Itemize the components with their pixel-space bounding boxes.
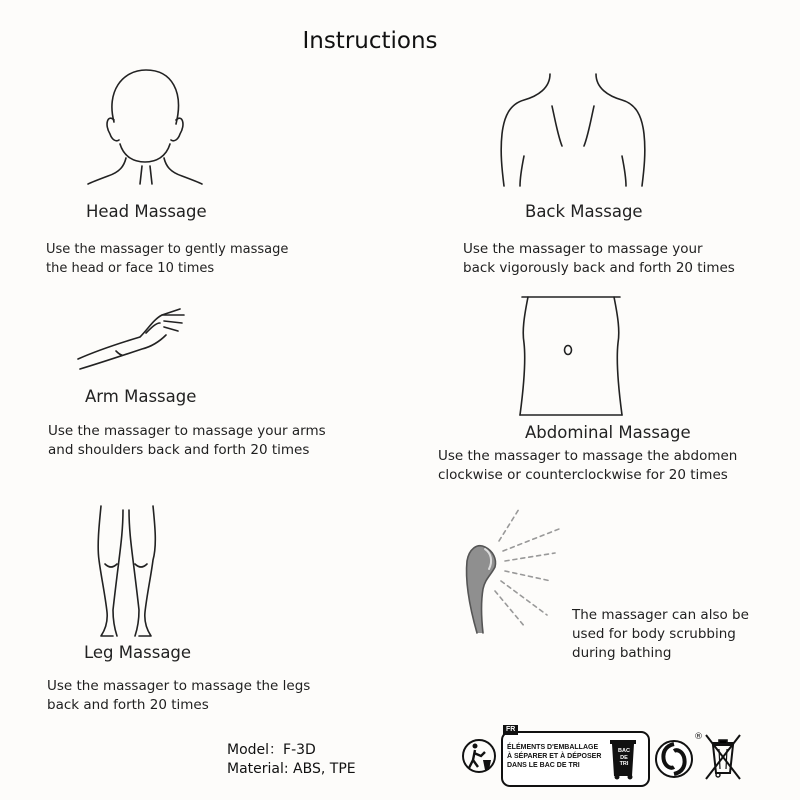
legs-illustration xyxy=(95,504,157,640)
triman-line-3: DANS LE BAC DE TRI xyxy=(507,762,580,769)
back-illustration xyxy=(498,70,648,188)
abdominal-massage-description xyxy=(438,447,737,485)
arm-illustration xyxy=(76,305,188,375)
back-massage-description xyxy=(463,240,735,278)
leg-desc-line-2: back and forth 20 times xyxy=(47,697,209,713)
green-dot-icon xyxy=(655,739,695,779)
bathing-desc-line-2: used for body scrubbing xyxy=(572,626,736,642)
head-illustration xyxy=(84,62,204,187)
leg-massage-description xyxy=(47,677,310,715)
triman-line-1: ÉLÉMENTS D'EMBALLAGE xyxy=(507,744,599,751)
product-info xyxy=(227,741,356,779)
abdominal-desc-line-1: Use the massager to massage the abdomen xyxy=(438,448,738,464)
triman-line-2: À SÉPARER ET À DÉPOSER xyxy=(507,753,602,760)
back-desc-line-1: Use the massager to massage your xyxy=(463,241,703,257)
registered-mark: ® xyxy=(694,732,703,742)
abdominal-desc-line-2: clockwise or counterclockwise for 20 times xyxy=(438,467,728,483)
material-line: Material: ABS, TPE xyxy=(227,761,356,777)
abdominal-massage-title: Abdominal Massage xyxy=(525,423,691,442)
arm-desc-line-2: and shoulders back and forth 20 times xyxy=(48,442,310,458)
back-massage-title: Back Massage xyxy=(525,202,643,221)
arm-desc-line-1: Use the massager to massage your arms xyxy=(48,423,326,439)
bathing-desc-line-3: during bathing xyxy=(572,645,672,661)
abdomen-illustration xyxy=(516,293,626,418)
head-desc-line-1: Use the massager to gently massage xyxy=(46,242,289,257)
tidyman-icon xyxy=(461,736,497,776)
head-massage-title: Head Massage xyxy=(86,202,207,221)
leg-massage-title: Leg Massage xyxy=(84,643,192,662)
arm-massage-description xyxy=(48,422,326,460)
leg-desc-line-1: Use the massager to massage the legs xyxy=(47,678,311,694)
crossed-bin-icon xyxy=(704,733,742,781)
bin-line-2: DE xyxy=(620,754,628,761)
arm-massage-title: Arm Massage xyxy=(85,387,197,406)
model-line: Model：F-3D xyxy=(227,742,316,758)
bin-line-1: BAC xyxy=(618,748,630,754)
bin-label xyxy=(614,748,634,768)
bathing-description xyxy=(572,606,749,663)
triman-country-tag: FR xyxy=(503,725,518,735)
shower-massager-illustration xyxy=(455,505,575,635)
back-desc-line-2: back vigorously back and forth 20 times xyxy=(463,260,735,276)
page-title: Instructions xyxy=(302,28,438,54)
triman-text xyxy=(507,743,605,770)
bathing-desc-line-1: The massager can also be xyxy=(572,607,749,623)
head-desc-line-2: the head or face 10 times xyxy=(46,261,215,276)
bin-line-3: TRI xyxy=(619,761,629,767)
head-massage-description xyxy=(46,240,288,278)
